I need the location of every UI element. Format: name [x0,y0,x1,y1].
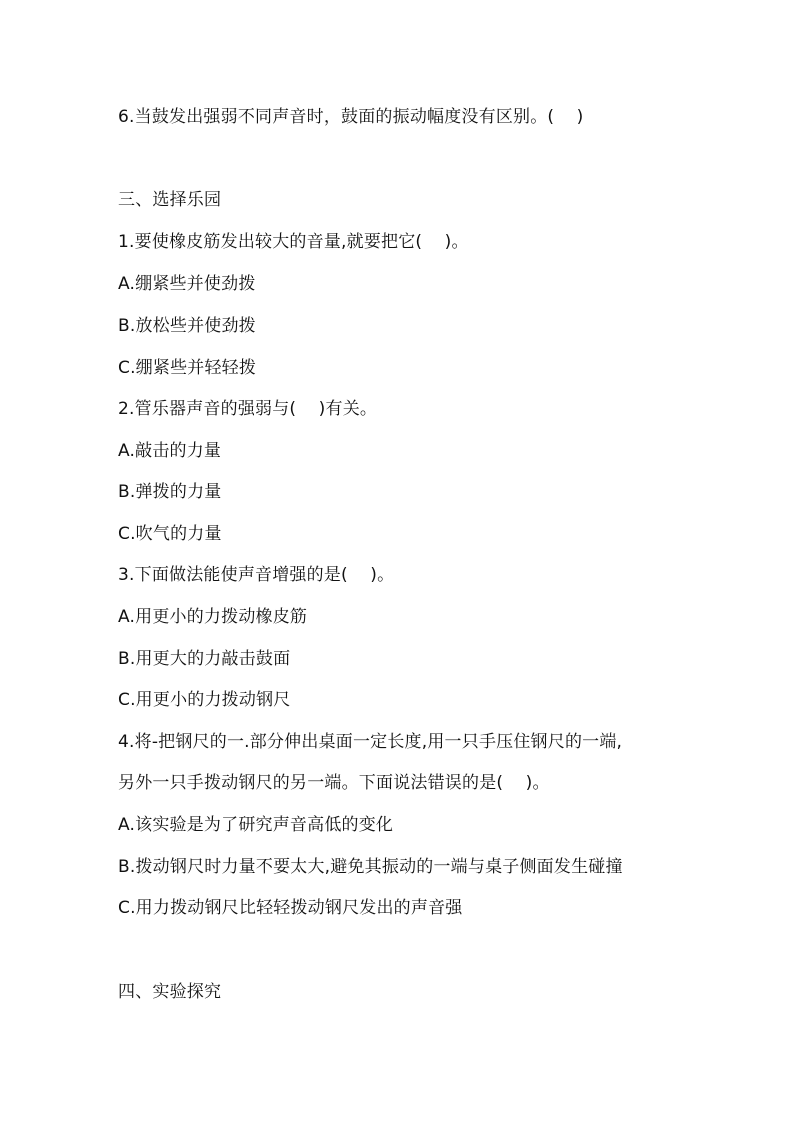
question-2-option-a: A.敲击的力量 [118,441,222,461]
question-4-option-a: A.该实验是为了研究声音高低的变化 [118,815,394,835]
question-2-option-b: B.弹拨的力量 [118,482,222,502]
choice-question-4-line-2: 另外一只手拨动钢尺的另一端。下面说法错误的是( )。 [118,773,550,793]
question-2-option-c: C.吹气的力量 [118,524,222,544]
choice-question-1: 1.要使橡皮筋发出较大的音量,就要把它( )。 [118,232,469,252]
judgment-question-6: 6.当鼓发出强弱不同声音时，鼓面的振动幅度没有区别。( ) [118,107,584,127]
question-3-option-b: B.用更大的力敲击鼓面 [118,649,291,669]
section-heading-choice: 三、选择乐园 [118,190,222,210]
choice-question-2: 2.管乐器声音的强弱与( )有关。 [118,399,378,419]
question-1-option-c: C.绷紧些并轻轻拨 [118,358,257,378]
question-1-option-a: A.绷紧些并使劲拨 [118,274,256,294]
section-heading-experiment: 四、实验探究 [118,982,222,1002]
question-1-option-b: B.放松些并使劲拨 [118,316,256,336]
question-4-option-c: C.用力拨动钢尺比轻轻拨动钢尺发出的声音强 [118,898,463,918]
question-3-option-c: C.用更小的力拨动钢尺 [118,690,291,710]
question-3-option-a: A.用更小的力拨动橡皮筋 [118,607,308,627]
choice-question-3: 3.下面做法能使声音增强的是( )。 [118,565,395,585]
choice-question-4-line-1: 4.将-把钢尺的一.部分伸出桌面一定长度,用一只手压住钢尺的一端, [118,732,623,752]
question-4-option-b: B.拨动钢尺时力量不要太大,避免其振动的一端与桌子侧面发生碰撞 [118,857,623,877]
